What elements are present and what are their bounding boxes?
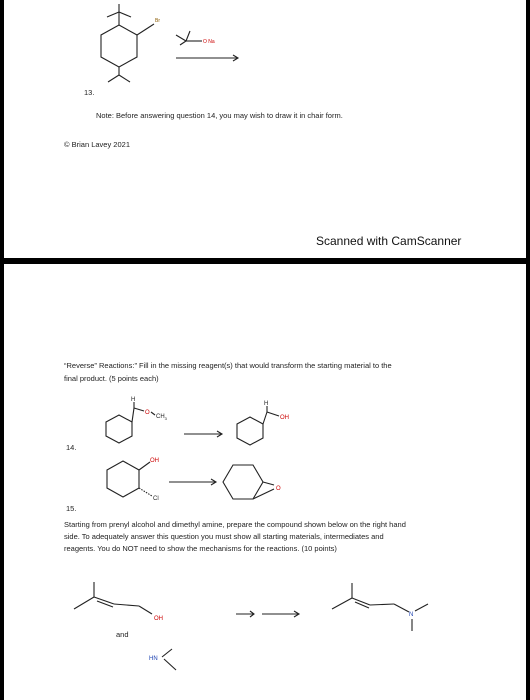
reverse-reactions-heading-line2: final product. (5 points each) xyxy=(64,374,159,383)
q14-product-c-oh xyxy=(267,412,279,416)
product-n-label: N xyxy=(409,612,414,618)
product-bond-3 xyxy=(370,604,394,605)
question-15-number: 15. xyxy=(66,504,77,513)
dma-hn-label: HN xyxy=(149,656,158,662)
isopropyl-left xyxy=(108,75,119,82)
chlorohydrin-ring xyxy=(107,461,139,497)
cyclohexane-ring xyxy=(101,25,137,67)
q14-product-ring-to-c xyxy=(263,412,267,424)
question-13-structures xyxy=(4,0,526,258)
isopropyl-right xyxy=(119,75,130,82)
chlorohydrin-oh-bond xyxy=(139,462,150,470)
dma-bond-1 xyxy=(162,649,172,657)
tbutyl-branch-right xyxy=(119,12,131,17)
br-label: Br xyxy=(155,18,160,24)
prenyl-bond-4 xyxy=(139,606,152,614)
question-14-number: 14. xyxy=(66,443,77,452)
q14-start-ring-to-c xyxy=(132,408,134,422)
prenyl-double-1 xyxy=(94,597,114,604)
tbutyl-branch-left xyxy=(107,12,119,17)
chair-form-note: Note: Before answering question 14, you may wish to draw it in chair form. xyxy=(96,111,343,120)
tbuo-bond-3 xyxy=(186,31,190,41)
ch2br-bond xyxy=(137,24,154,35)
q14-start-c-o xyxy=(134,408,144,411)
reverse-reactions-heading: “Reverse” Reactions:” Fill in the missing reagent(s) that would transform the starting material to the xyxy=(64,361,392,370)
q15-text-line2: side. To adequately answer this question you must show all starting materials, intermediates and xyxy=(64,532,384,541)
bottom-page xyxy=(4,264,526,700)
q14-o-ch3 xyxy=(151,412,155,415)
ona-label: O Na xyxy=(203,39,215,45)
prenyl-double-2 xyxy=(97,601,113,607)
epoxide-bond-top xyxy=(263,482,274,485)
product-bond-1 xyxy=(332,598,352,609)
q14-start-ring xyxy=(106,415,132,443)
tbuo-bond-1 xyxy=(176,35,186,41)
and-label: and xyxy=(116,630,129,639)
q14-ch3-label: $CH_3$ xyxy=(156,414,167,421)
chlorohydrin-cl-bond xyxy=(139,488,152,496)
q14-product-h-label: H xyxy=(264,401,269,407)
q14-oh-label: OH xyxy=(280,415,289,421)
prenyl-oh-label: OH xyxy=(154,616,163,622)
question-13-number: 13. xyxy=(84,88,95,97)
dma-bond-2 xyxy=(164,659,176,670)
reverse-reaction-structures xyxy=(4,264,526,700)
q14-o-label: O xyxy=(145,410,150,416)
chlorohydrin-cl-label: Cl xyxy=(153,496,159,502)
prenyl-bond-3 xyxy=(114,604,139,606)
chlorohydrin-oh-label: OH xyxy=(150,458,159,464)
q14-h-label: H xyxy=(131,397,136,403)
epoxide-o-label: O xyxy=(276,486,281,492)
q14-product-ring xyxy=(237,417,263,445)
product-bond-4 xyxy=(394,604,409,612)
product-n-methyl-1 xyxy=(415,604,428,611)
product-double-2 xyxy=(355,602,369,608)
copyright-text: © Brian Lavey 2021 xyxy=(64,140,130,149)
prenyl-bond-1 xyxy=(74,597,94,609)
camscanner-watermark: Scanned with CamScanner xyxy=(316,234,462,248)
top-page xyxy=(4,0,526,258)
tbuo-bond-2 xyxy=(180,41,186,45)
product-double-1 xyxy=(352,598,370,605)
q15-text-line1: Starting from prenyl alcohol and dimethyl amine, prepare the compound shown below on the right hand xyxy=(64,520,406,529)
epoxide-ring xyxy=(223,465,263,499)
q15-text-line3: reagents. You do NOT need to show the mechanisms for the reactions. (10 points) xyxy=(64,544,337,553)
